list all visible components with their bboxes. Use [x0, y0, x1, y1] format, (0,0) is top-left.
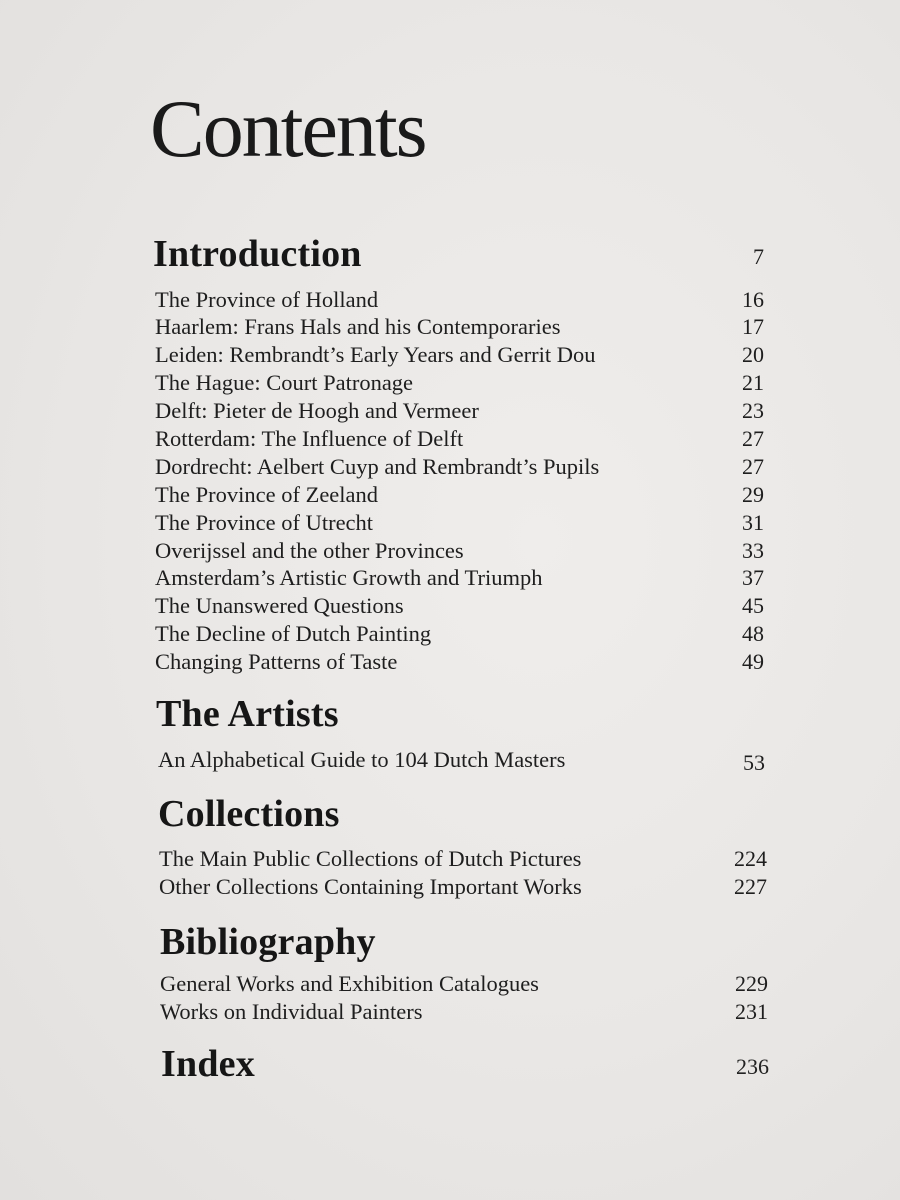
section-title-introduction: Introduction: [153, 233, 362, 275]
section-title-collections: Collections: [158, 793, 340, 835]
toc-entry: [0, 537, 900, 565]
toc-entry-label: Changing Patterns of Taste: [155, 649, 398, 674]
toc-entry-label: Haarlem: Frans Hals and his Contemporaries: [155, 314, 561, 339]
toc-entry-page: 48: [742, 621, 764, 646]
toc-entry-page: 20: [742, 342, 764, 367]
toc-entry: [0, 453, 900, 481]
toc-entry: [0, 313, 900, 341]
section-the-artists: [0, 690, 900, 738]
toc-entry-label: The Main Public Collections of Dutch Pictures: [159, 846, 582, 871]
toc-entry-label: The Province of Holland: [155, 287, 379, 312]
toc-entry: [0, 341, 900, 369]
toc-entry: [0, 286, 900, 314]
toc-entry-page: 224: [734, 846, 767, 871]
toc-entry-page: 37: [742, 565, 764, 590]
toc-entry-page: 229: [735, 971, 768, 996]
toc-entry-page: 21: [742, 370, 764, 395]
section-title-bibliography: Bibliography: [160, 921, 376, 963]
section-title-index: Index: [161, 1043, 255, 1085]
toc-entry-page: 231: [735, 999, 768, 1024]
toc-entry-page: 31: [742, 510, 764, 535]
toc-entry-page: 23: [742, 398, 764, 423]
toc-entry-page: 53: [743, 750, 765, 775]
toc-entry-page: 227: [734, 874, 767, 899]
toc-entry: [0, 509, 900, 537]
toc-entry-label: Other Collections Containing Important Works: [159, 874, 582, 899]
toc-entry-label: The Unanswered Questions: [155, 593, 404, 618]
toc-entry-label: Overijssel and the other Provinces: [155, 538, 464, 563]
section-page-index: 236: [736, 1054, 769, 1079]
toc-entry-page: 33: [742, 538, 764, 563]
toc-entry-page: 45: [742, 593, 764, 618]
section-title-the-artists: The Artists: [156, 693, 339, 735]
section-bibliography: [0, 918, 900, 966]
toc-entry: [0, 873, 900, 901]
toc-entry: [0, 592, 900, 620]
section-page-introduction: 7: [753, 244, 764, 269]
section-index: [0, 1040, 900, 1088]
section-collections: [0, 790, 900, 838]
toc-entry-page: 16: [742, 287, 764, 312]
toc-entry-label: General Works and Exhibition Catalogues: [160, 971, 539, 996]
toc-entry-label: Amsterdam’s Artistic Growth and Triumph: [155, 565, 543, 590]
toc-entry-label: Works on Individual Painters: [160, 999, 423, 1024]
toc-entry-label: Leiden: Rembrandt’s Early Years and Gerrit Dou: [155, 342, 596, 367]
toc-entry: [0, 648, 900, 676]
toc-entry: [0, 746, 900, 774]
toc-entry-label: Rotterdam: The Influence of Delft: [155, 426, 464, 451]
toc-entry-page: 49: [742, 649, 764, 674]
toc-entry-label: The Province of Zeeland: [155, 482, 379, 507]
toc-entry: [0, 369, 900, 397]
toc-entry: [0, 845, 900, 873]
toc-entry-page: 27: [742, 454, 764, 479]
toc-entry-label: Delft: Pieter de Hoogh and Vermeer: [155, 398, 479, 423]
section-introduction: [0, 230, 900, 278]
toc-entry-page: 29: [742, 482, 764, 507]
toc-entry-label: The Province of Utrecht: [155, 510, 374, 535]
toc-entry-label: An Alphabetical Guide to 104 Dutch Masters: [158, 747, 566, 772]
toc-entry: [0, 397, 900, 425]
toc-entry-label: The Hague: Court Patronage: [155, 370, 414, 395]
toc-entry: [0, 564, 900, 592]
toc-entry: [0, 998, 900, 1026]
toc-entry: [0, 425, 900, 453]
toc-entry: [0, 620, 900, 648]
toc-entry: [0, 481, 900, 509]
toc-entry-label: The Decline of Dutch Painting: [155, 621, 432, 646]
toc-entry-page: 17: [742, 314, 764, 339]
toc-entry-page: 27: [742, 426, 764, 451]
toc-entry-label: Dordrecht: Aelbert Cuyp and Rembrandt’s Pupils: [155, 454, 600, 479]
page-title: Contents: [150, 83, 426, 174]
toc-entry: [0, 970, 900, 998]
